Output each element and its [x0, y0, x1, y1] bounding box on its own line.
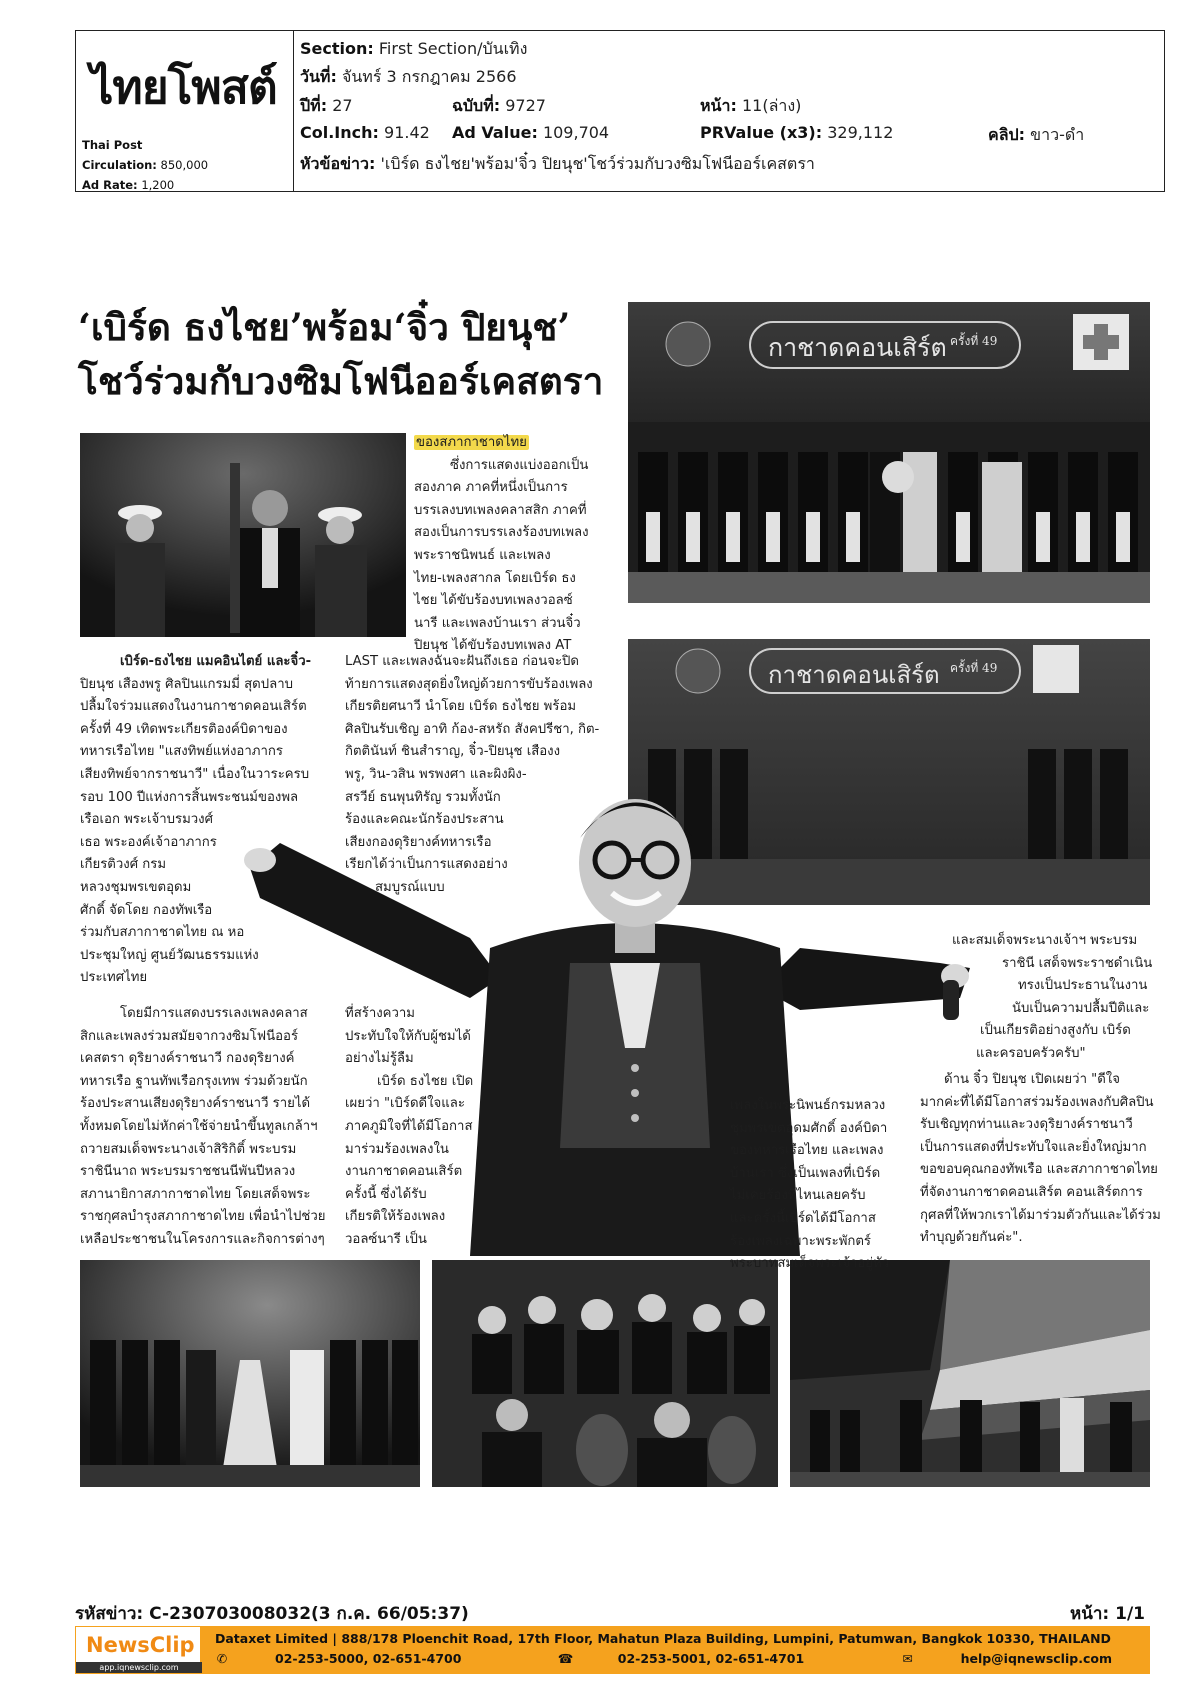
column-left-line: รอบ 100 ปีแห่งการสิ้นพระชนม์ของพล: [80, 789, 299, 805]
column-mid-2-line: มาร่วมร้องเพลงใน: [345, 1141, 449, 1157]
column-right-top-line: นับเป็นความปลื้มปีติและ: [1012, 1000, 1150, 1016]
phone-number[interactable]: 02-253-5000, 02-651-4700: [275, 1651, 462, 1666]
column-mid-line: ท้ายการแสดงสุดยิ่งใหญ่ด้วยการขับร้องเพลง: [345, 676, 593, 692]
photo-caption: เบิร์ด-ธงไชย แมคอินไตย์ และจิ๋ว-: [120, 654, 312, 669]
prvalue-label: PRValue (x3):: [700, 123, 823, 142]
column-left-line: หลวงชุมพรเขตอุดม: [80, 879, 192, 895]
publication-meta: [82, 135, 208, 195]
newsclip-url[interactable]: app.iqnewsclip.com: [76, 1662, 202, 1673]
column-right-a-line: ร้องเพลงเฉพาะพระพักตร์: [730, 1233, 872, 1249]
photo-bottom-flag: [790, 1260, 1150, 1487]
column-mid-2-line: ประทับใจให้กับผู้ชมได้: [345, 1028, 471, 1044]
column-top-line: พระราชนิพนธ์ และเพลง: [414, 547, 551, 563]
article-headline: [78, 302, 618, 410]
issue-value: 9727: [505, 96, 546, 115]
mail-icon: ✉: [902, 1651, 913, 1666]
issue-row: [300, 94, 1160, 118]
adrate-value: 1,200: [141, 178, 175, 192]
newsclip-logo[interactable]: [75, 1626, 201, 1674]
column-mid-line: สรวีย์ ธนพุนทิรัญ รวมทั้งนัก: [345, 789, 501, 805]
column-mid-2-line: ภาคภูมิใจที่ได้มีโอกาส: [345, 1118, 473, 1134]
column-left-2-line: เหลือประชาชนในโครงการและกิจการต่างๆ: [80, 1231, 325, 1247]
column-right-a-line: ของทหารเรือไทย และเพลง: [730, 1143, 884, 1159]
column-left-line: ประเทศไทย: [80, 970, 148, 986]
news-id: [75, 1600, 469, 1627]
page-value: 11(ล่าง): [741, 96, 802, 115]
column-left-line: ปลื้มใจร่วมแสดงในงานกาชาดคอนเสิร์ต: [80, 699, 307, 715]
column-top-line: สองเป็นการบรรเลงร้องบทเพลง: [414, 525, 589, 541]
fax-number: 02-253-5001, 02-651-4701: [617, 1651, 805, 1666]
banner-title: กาชาดคอนเสิร์ต: [768, 333, 947, 362]
clip-label: คลิป:: [988, 125, 1026, 144]
column-left-2-line: ราชินีนาถ พระบรมราชชนนีพันปีหลวง: [80, 1164, 296, 1180]
column-right-b-line: ขอขอบคุณกองทัพเรือ และสภากาชาดไทย: [920, 1162, 1158, 1178]
column-left-2-line: เคสตรา ดุริยางค์ราชนาวี กองดุริยางค์: [80, 1051, 295, 1067]
company-address: Dataxet Limited | 888/178 Ploenchit Road, 17th Floor, Mahatun Plaza Building, Lumpini, Patumwan, Bangkok 10330, THAILAND: [215, 1631, 1111, 1646]
column-left-2-line: สภานายิกาสภากาชาดไทย โดยเสด็จพระ: [80, 1186, 311, 1202]
column-right-a-line: ชุมพรเขตอุดมศักดิ์ องค์บิดา: [730, 1120, 888, 1136]
column-mid-2-line: เผยว่า "เบิร์ดดีใจและ: [345, 1096, 465, 1112]
column-mid-2-line: อย่างไม่รู้ลืม: [345, 1051, 414, 1067]
publication-cell: [76, 31, 294, 191]
column-top-line: [414, 432, 589, 455]
section-row: [300, 37, 527, 62]
column-right-b-line: ที่จัดงานกาชาดคอนเสิร์ต คอนเสิร์ตการ: [920, 1184, 1143, 1200]
date-row: [300, 65, 517, 90]
news-id-label: รหัสข่าว:: [75, 1604, 144, 1624]
column-right-top-line: ทรงเป็นประธานในงาน: [1018, 978, 1148, 994]
column-mid-2-line: งานกาชาดคอนเสิร์ต: [345, 1164, 463, 1180]
column-mid-2-line: ที่สร้างความ: [345, 1006, 415, 1021]
column-left-2-line: ทหารเรือ ฐานทัพเรือกรุงเทพ ร่วมด้วยนัก: [80, 1073, 308, 1089]
colinch-label: Col.Inch:: [300, 123, 379, 142]
banner-title-2: กาชาดคอนเสิร์ต: [768, 661, 940, 689]
column-right-top-line: และสมเด็จพระนางเจ้าฯ พระบรม: [952, 933, 1138, 948]
column-left-line: เธอ พระองค์เจ้าอาภากร: [80, 834, 217, 850]
column-top-line: ปิยนุช ได้ขับร้องบทเพลง AT: [414, 638, 572, 654]
prvalue-value: 329,112: [827, 123, 894, 142]
column-mid: [345, 651, 599, 900]
section-label: Section:: [300, 39, 374, 58]
column-left: [80, 651, 311, 990]
column-left-line: เกียรติวงศ์ กรม: [80, 857, 167, 873]
column-right-top-line: ราชินี เสด็จพระราชดำเนิน: [1002, 955, 1153, 971]
column-top: [414, 432, 589, 658]
banner-number: ครั้งที่ 49: [950, 334, 998, 348]
column-right-a-line: พระบาทสมเด็จพระเจ้าอยู่หัว: [730, 1256, 890, 1272]
headline-line-2: โชว์ร่วมกับวงซิมโฟนีออร์เคสตรา: [78, 359, 604, 403]
column-right-a-line: บ้านเรา ซึ่งเป็นเพลงที่เบิร์ด: [730, 1165, 881, 1181]
column-top-line: ไชย ได้ขับร้องบทเพลงวอลซ์: [414, 593, 573, 609]
newspaper-logo: ไทยโพสต์: [90, 60, 277, 114]
advalue-value: 109,704: [542, 123, 610, 142]
column-left-line: ประชุมใหญ่ ศูนย์วัฒนธรรมแห่ง: [80, 947, 259, 963]
column-right-top-line: และครอบครัวครับ": [976, 1045, 1086, 1061]
column-left-2-line: ราชกุศลบำรุงสภากาชาดไทย เพื่อนำไปช่วย: [80, 1209, 326, 1225]
column-right-top-line: เป็นเกียรติอย่างสูงกับ เบิร์ด: [980, 1023, 1131, 1039]
column-right-b-line: มากค่ะที่ได้มีโอกาสร่วมร้องเพลงกับศิลปิน: [920, 1094, 1154, 1110]
circulation-value: 850,000: [160, 158, 209, 172]
date-value: จันทร์ 3 กรกฎาคม 2566: [341, 67, 517, 86]
column-left-line: เสียงทิพย์จากราชนาวี" เนื่องในวาระครบ: [80, 766, 310, 782]
column-right-b-line: ด้าน จิ๋ว ปิยนุช เปิดเผยว่า "ดีใจ: [944, 1072, 1120, 1087]
column-right-b-line: เป็นการแสดงที่ประทับใจและยิ่งใหญ่มาก: [920, 1139, 1147, 1155]
column-right-b-line: รับเชิญทุกท่านและวงดุริยางค์ราชนาวี: [920, 1117, 1133, 1133]
column-mid-2: [345, 1003, 473, 1252]
clip-value: ขาว-ดำ: [1030, 125, 1085, 144]
column-mid-line: เสียงกองดุริยางค์ทหารเรือ: [345, 834, 492, 850]
column-right-a: [730, 1095, 889, 1276]
fax-icon: ☎: [557, 1651, 574, 1666]
adrate-label: Ad Rate:: [82, 178, 138, 192]
headline-row: [300, 152, 815, 177]
column-mid-line: ศิลปินรับเชิญ อาทิ ก้อง-สหรัถ สังคปรีชา, กิต-: [345, 721, 600, 737]
photo-bottom-orchestra: [432, 1260, 778, 1487]
column-left-line: ครั้งที่ 49 เทิดพระเกียรติองค์บิดาของ: [80, 721, 288, 737]
column-right-b-line: กุศลที่ให้พวกเราได้มาร่วมตัวกันและได้ร่วม: [920, 1207, 1161, 1223]
column-left-line: ศักดิ์ จัดโดย กองทัพเรือ: [80, 902, 213, 918]
column-mid-line: สมบูรณ์แบบ: [375, 879, 445, 895]
page-label: หน้า:: [700, 96, 737, 115]
column-mid-2-line: เบิร์ด ธงไชย เปิด: [377, 1073, 474, 1089]
column-mid-line: เรียกได้ว่าเป็นการแสดงอย่าง: [345, 857, 508, 873]
section-value: First Section/บันเทิง: [378, 39, 528, 58]
contact-row: [215, 1651, 1190, 1666]
column-mid-2-line: วอลซ์นารี เป็น: [345, 1231, 427, 1247]
issue-label: ฉบับที่:: [452, 96, 501, 115]
column-left-2: [80, 1003, 326, 1252]
column-mid-2-line: เกียรติให้ร้องเพลง: [345, 1209, 446, 1225]
highlighted-keyword: ของสภากาชาดไทย: [416, 435, 527, 450]
column-left-2-line: ทั้งหมดโดยไม่หักค่าใช้จ่ายนำขึ้นทูลเกล้าฯ: [80, 1118, 318, 1134]
value-row: [300, 123, 1160, 147]
column-left-line: ร่วมกับสภากาชาดไทย ณ หอ: [80, 925, 245, 941]
email-address[interactable]: help@iqnewsclip.com: [960, 1651, 1112, 1666]
photo-bottom-stage: [80, 1260, 420, 1487]
page-count-value: 1/1: [1115, 1604, 1145, 1624]
column-top-line: นารี และเพลงบ้านเรา ส่วนจิ๋ว: [414, 615, 581, 631]
colinch-value: 91.42: [384, 123, 430, 142]
page-count: [1070, 1600, 1145, 1627]
newsclip-brand: NewsClip: [86, 1633, 195, 1657]
column-right-a-line: เพลงในพระนิพนธ์กรมหลวง: [730, 1098, 886, 1113]
headline-label: หัวข้อข่าว:: [300, 154, 376, 173]
column-left-2-line: ร้องประสานเสียงดุริยางค์ราชนาวี รายได้: [80, 1096, 311, 1112]
date-label: วันที่:: [300, 67, 337, 86]
column-right-a-line: ไม่เคยร้องที่ไหนเลยครับ: [730, 1188, 866, 1204]
page-count-label: หน้า:: [1070, 1604, 1110, 1624]
banner-number-2: ครั้งที่ 49: [950, 661, 998, 675]
column-left-line: ทหารเรือไทย "แสงทิพย์แห่งอาภากร: [80, 744, 283, 760]
column-mid-line: เกียรติยศนาวี นำโดย เบิร์ด ธงไชย พร้อม: [345, 699, 577, 715]
column-left-2-line: โดยมีการแสดงบรรเลงเพลงคลาส: [120, 1006, 308, 1021]
column-left-line: เรือเอก พระเจ้าบรมวงศ์: [80, 812, 213, 828]
column-mid-2-line: ครั้งนี้ ซึ่งได้รับ: [345, 1186, 427, 1202]
column-left-2-line: สิกและเพลงร่วมสมัยจากวงซิมโฟนีออร์: [80, 1028, 299, 1044]
clip-meta: [298, 31, 1164, 191]
footer-bar: [75, 1626, 1150, 1674]
phone-icon: ✆: [216, 1651, 228, 1666]
headline-value: 'เบิร์ด ธงไชย'พร้อม'จิ๋ว ปิยนุช'โชว์ร่วมกับวงซิมโฟนีออร์เคสตรา: [380, 154, 815, 173]
column-top-line: ไทย-เพลงสากล โดยเบิร์ด ธง: [414, 570, 576, 586]
column-right-b-line: ทำบุญด้วยกันค่ะ".: [920, 1230, 1023, 1246]
column-right-b: [920, 1069, 1161, 1250]
advalue-label: Ad Value:: [452, 123, 538, 142]
column-right-top: [920, 930, 1152, 1066]
column-top-line: สองภาค ภาคที่หนึ่งเป็นการ: [414, 480, 568, 496]
news-id-value: C-230703008032(3 ก.ค. 66/05:37): [149, 1604, 469, 1624]
photo-salute: [80, 433, 406, 637]
photo-choir-flowers: [628, 302, 1150, 603]
clipping-header: [75, 30, 1165, 192]
publication-name: Thai Post: [82, 138, 143, 152]
year-value: 27: [332, 96, 353, 115]
column-mid-line: LAST และเพลงฉันจะฝันถึงเธอ ก่อนจะปิด: [345, 654, 579, 669]
column-left-2-line: ถวายสมเด็จพระนางเจ้าสิริกิติ์ พระบรม: [80, 1141, 297, 1157]
column-top-line: ซึ่งการแสดงแบ่งออกเป็น: [450, 457, 589, 473]
column-mid-line: กิตตินันท์ ชินสำราญ, จิ๋ว-ปิยนุช เสืองง: [345, 744, 561, 760]
headline-line-1: ‘เบิร์ด ธงไชย’พร้อม‘จิ๋ว ปิยนุช’: [78, 305, 571, 349]
year-label: ปีที่:: [300, 96, 328, 115]
circulation-label: Circulation:: [82, 158, 157, 172]
column-mid-line: ร้องและคณะนักร้องประสาน: [345, 812, 504, 828]
column-right-a-line: และครั้งนี้เบิร์ดได้มีโอกาส: [730, 1210, 876, 1226]
column-left-line: ปิยนุช เสืองพรู ศิลปินแกรมมี่ สุดปลาบ: [80, 676, 293, 692]
column-top-line: บรรเลงบทเพลงคลาสสิก ภาคที่: [414, 502, 587, 518]
column-mid-line: พรู, วิน-วสิน พรพงศา และผิงผิง-: [345, 766, 527, 782]
